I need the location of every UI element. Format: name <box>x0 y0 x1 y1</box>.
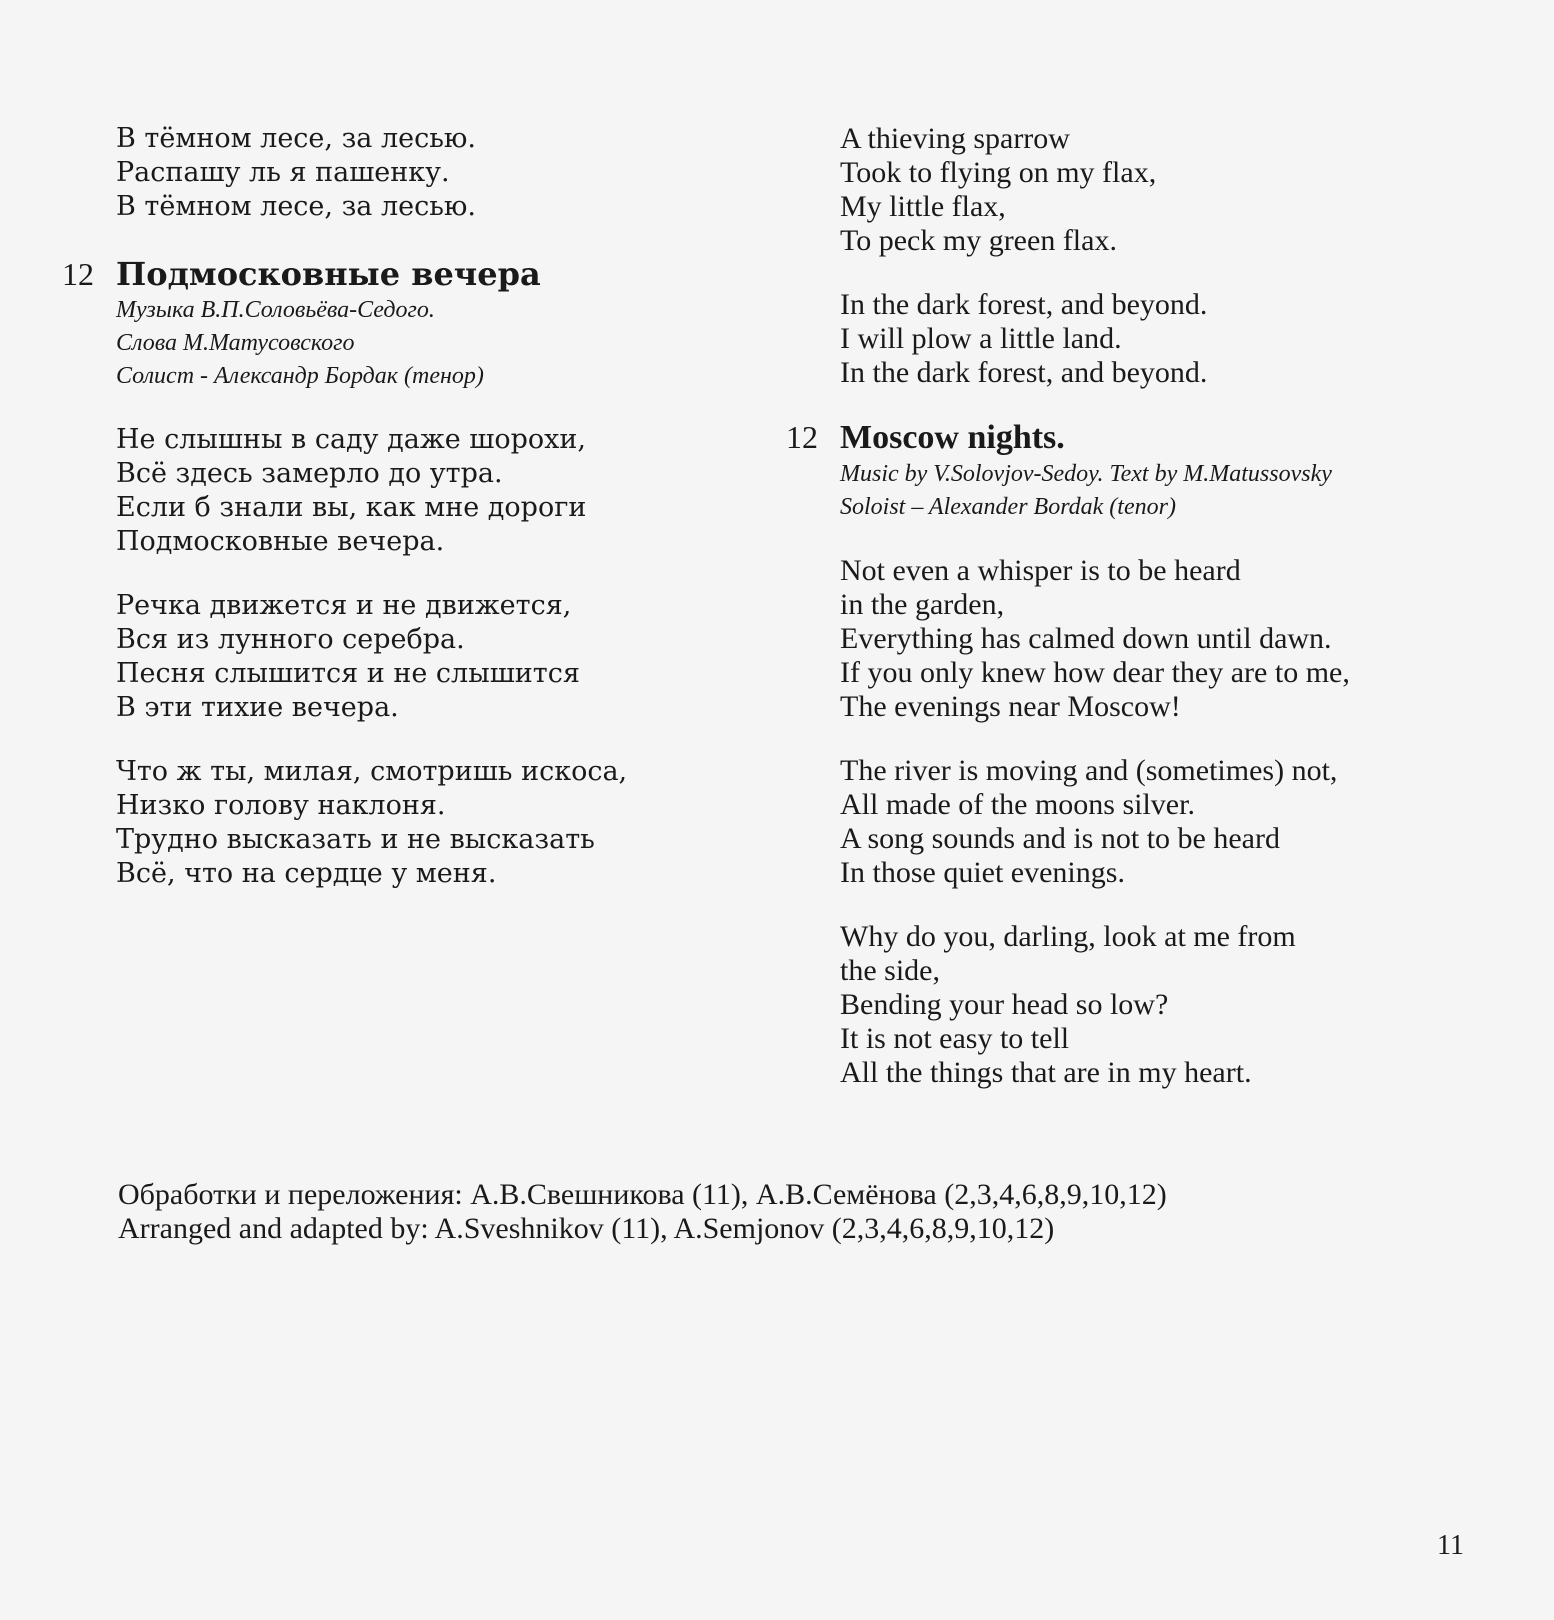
russian-column <box>62 122 742 891</box>
en-intro-stanza-2 <box>786 288 1486 390</box>
lyric-line: Распашу ль я пашенку. <box>116 157 450 188</box>
ru-stanza-2 <box>62 589 742 725</box>
lyric-line: A song sounds and is not to be heard <box>840 822 1280 855</box>
credit-line: Музыка В.П.Соловьёва-Седого. <box>116 297 435 323</box>
credit-line: Soloist – Alexander Bordak (tenor) <box>840 494 1176 520</box>
lyric-line: In those quiet evenings. <box>840 856 1125 889</box>
lyric-line: Not even a whisper is to be heard <box>840 554 1241 587</box>
lyric-line: В тёмном лесе, за лесью. <box>116 191 477 222</box>
credit-line: Слова М.Матусовского <box>116 330 355 356</box>
lyric-line: Всё здесь замерло до утра. <box>116 458 503 489</box>
arrangement-credit-en: Arranged and adapted by: A.Sveshnikov (11), A.Semjonov (2,3,4,6,8,9,10,12) <box>118 1212 1055 1245</box>
page-number: 11 <box>1437 1530 1464 1561</box>
en-song-credits <box>786 458 1486 524</box>
lyric-line: I will plow a little land. <box>840 322 1122 355</box>
lyric-line: Took to flying on my flax, <box>840 156 1157 189</box>
en-stanza-2 <box>786 754 1486 890</box>
lyric-line: the side, <box>840 954 940 987</box>
lyric-line: It is not easy to tell <box>840 1022 1070 1055</box>
lyric-line: Речка движется и не движется, <box>116 590 572 621</box>
lyric-line: The evenings near Moscow! <box>840 690 1181 723</box>
ru-stanza-1 <box>62 423 742 559</box>
en-stanza-1 <box>786 554 1486 724</box>
english-column <box>786 122 1486 1090</box>
credit-line: Солист - Александр Бордак (тенор) <box>116 363 484 389</box>
lyric-line: In the dark forest, and beyond. <box>840 356 1208 389</box>
track-number: 12 <box>786 419 818 455</box>
lyric-line: The river is moving and (sometimes) not, <box>840 754 1338 787</box>
song-title: Подмосковные вечера <box>116 255 541 293</box>
lyric-line: Не слышны в саду даже шорохи, <box>116 424 586 455</box>
lyric-line: If you only knew how dear they are to me, <box>840 656 1350 689</box>
lyric-line: Если б знали вы, как мне дороги <box>116 492 587 523</box>
lyric-line: Что ж ты, милая, смотришь искоса, <box>116 756 628 787</box>
song-title: Moscow nights. <box>840 419 1065 456</box>
arrangement-credit-ru: Обработки и переложения: А.В.Свешникова (11), А.В.Семёнова (2,3,4,6,8,9,10,12) <box>118 1178 1167 1211</box>
en-stanza-3 <box>786 920 1486 1090</box>
lyric-line: My little flax, <box>840 190 1006 223</box>
arrangement-credits <box>118 1178 1167 1246</box>
lyric-line: All made of the moons silver. <box>840 788 1195 821</box>
en-intro-stanza-1 <box>786 122 1486 258</box>
lyric-line: Bending your head so low? <box>840 988 1169 1021</box>
lyric-line: Всё, что на сердце у меня. <box>116 858 497 889</box>
lyric-line: В эти тихие вечера. <box>116 692 399 723</box>
lyric-line: Why do you, darling, look at me from <box>840 920 1296 953</box>
lyric-line: All the things that are in my heart. <box>840 1056 1252 1089</box>
ru-song-credits <box>62 294 742 393</box>
lyric-line: Подмосковные вечера. <box>116 526 445 557</box>
lyric-line: In the dark forest, and beyond. <box>840 288 1208 321</box>
lyric-line: Низко голову наклоня. <box>116 790 446 821</box>
credit-line: Music by V.Solovjov-Sedoy. Text by M.Matussovsky <box>840 461 1332 487</box>
lyric-line: To peck my green flax. <box>840 224 1117 257</box>
ru-song-heading <box>62 254 742 294</box>
lyric-line: Песня слышится и не слышится <box>116 658 580 689</box>
track-number: 12 <box>62 256 94 292</box>
ru-stanza-3 <box>62 755 742 891</box>
en-song-heading <box>786 418 1486 458</box>
lyric-line: A thieving sparrow <box>840 122 1070 155</box>
lyric-line: В тёмном лесе, за лесью. <box>116 123 477 154</box>
ru-intro-stanza <box>62 122 742 224</box>
lyric-line: Everything has calmed down until dawn. <box>840 622 1332 655</box>
lyric-line: Вся из лунного серебра. <box>116 624 465 655</box>
lyric-line: in the garden, <box>840 588 1005 621</box>
lyric-line: Трудно высказать и не высказать <box>116 824 595 855</box>
